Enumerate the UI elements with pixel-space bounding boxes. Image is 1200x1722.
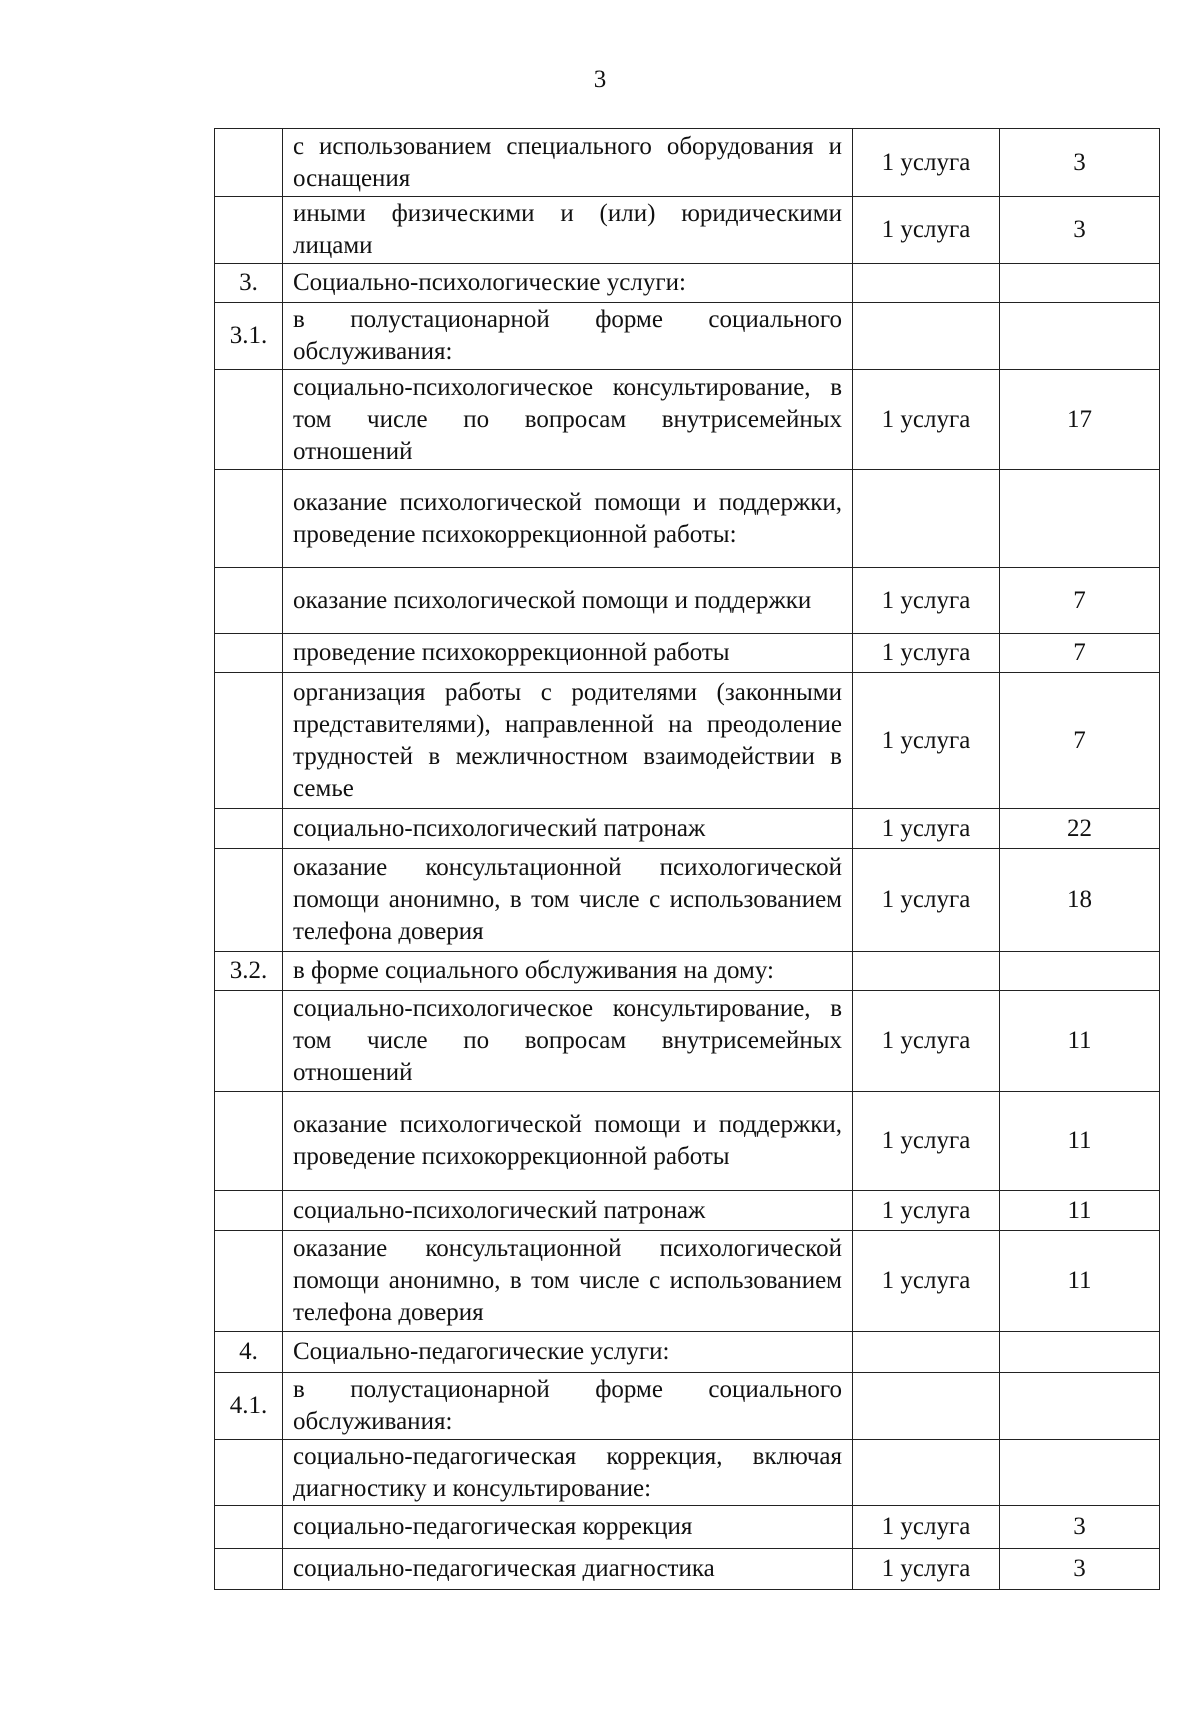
- row-number: [215, 634, 283, 673]
- service-description: социально-психологическое консультирование, в том числе по вопросам внутрисемейных отношений: [283, 991, 853, 1092]
- row-number: [215, 1506, 283, 1549]
- table-row: [215, 809, 1160, 849]
- service-unit: 1 услуга: [853, 1231, 1000, 1332]
- table-row: [215, 264, 1160, 303]
- table-row: [215, 952, 1160, 991]
- service-description: социально-педагогическая коррекция: [283, 1506, 853, 1549]
- service-value: [1000, 303, 1160, 370]
- table-row: [215, 1231, 1160, 1332]
- table-row: [215, 470, 1160, 568]
- service-value: [1000, 1440, 1160, 1506]
- row-number: [215, 1440, 283, 1506]
- service-unit: [853, 1440, 1000, 1506]
- table-row: [215, 303, 1160, 370]
- service-unit: 1 услуга: [853, 129, 1000, 197]
- service-value: 18: [1000, 849, 1160, 952]
- service-description: оказание психологической помощи и поддержки, проведение психокоррекционной работы: [283, 1092, 853, 1191]
- service-value: 17: [1000, 370, 1160, 470]
- service-description: социально-педагогическая коррекция, включая диагностику и консультирование:: [283, 1440, 853, 1506]
- service-value: 3: [1000, 129, 1160, 197]
- service-description: оказание консультационной психологической помощи анонимно, в том числе с использованием телефона доверия: [283, 849, 853, 952]
- service-value: 11: [1000, 1231, 1160, 1332]
- row-number: [215, 991, 283, 1092]
- service-unit: 1 услуга: [853, 849, 1000, 952]
- row-number: 4.1.: [215, 1373, 283, 1440]
- service-value: [1000, 264, 1160, 303]
- service-unit: 1 услуга: [853, 809, 1000, 849]
- service-unit: 1 услуга: [853, 197, 1000, 264]
- subsection-heading: в полустационарной форме социального обслуживания:: [283, 1373, 853, 1440]
- service-value: [1000, 470, 1160, 568]
- row-number: [215, 568, 283, 634]
- page-number: 3: [593, 66, 607, 93]
- row-number: [215, 849, 283, 952]
- row-number: 3.2.: [215, 952, 283, 991]
- service-description: социально-психологический патронаж: [283, 809, 853, 849]
- table-row: [215, 673, 1160, 809]
- section-heading: Социально-педагогические услуги:: [283, 1332, 853, 1373]
- row-number: [215, 1092, 283, 1191]
- service-unit: [853, 264, 1000, 303]
- table-row: [215, 370, 1160, 470]
- table-row: [215, 1440, 1160, 1506]
- service-description: проведение психокоррекционной работы: [283, 634, 853, 673]
- service-value: 7: [1000, 673, 1160, 809]
- subsection-heading: в полустационарной форме социального обслуживания:: [283, 303, 853, 370]
- service-unit: [853, 952, 1000, 991]
- service-value: [1000, 1332, 1160, 1373]
- table-row: [215, 1373, 1160, 1440]
- service-value: 11: [1000, 1191, 1160, 1231]
- table-row: [215, 197, 1160, 264]
- service-description: оказание психологической помощи и поддержки, проведение психокоррекционной работы:: [283, 470, 853, 568]
- service-value: 3: [1000, 1506, 1160, 1549]
- table-row: [215, 849, 1160, 952]
- service-unit: [853, 1373, 1000, 1440]
- table-row: [215, 634, 1160, 673]
- row-number: [215, 1231, 283, 1332]
- service-unit: 1 услуга: [853, 1506, 1000, 1549]
- table-row: [215, 568, 1160, 634]
- row-number: 4.: [215, 1332, 283, 1373]
- service-unit: 1 услуга: [853, 1191, 1000, 1231]
- table-row: [215, 1191, 1160, 1231]
- service-unit: [853, 470, 1000, 568]
- service-unit: 1 услуга: [853, 1549, 1000, 1590]
- row-number: [215, 470, 283, 568]
- section-heading: Социально-психологические услуги:: [283, 264, 853, 303]
- service-description: оказание психологической помощи и поддержки: [283, 568, 853, 634]
- service-unit: 1 услуга: [853, 568, 1000, 634]
- service-value: [1000, 952, 1160, 991]
- service-value: 11: [1000, 991, 1160, 1092]
- row-number: [215, 809, 283, 849]
- service-description: социально-психологический патронаж: [283, 1191, 853, 1231]
- subsection-heading: в форме социального обслуживания на дому:: [283, 952, 853, 991]
- service-value: 7: [1000, 568, 1160, 634]
- service-unit: 1 услуга: [853, 634, 1000, 673]
- table-row: [215, 1506, 1160, 1549]
- service-unit: 1 услуга: [853, 370, 1000, 470]
- services-table: [214, 128, 1160, 1590]
- service-unit: 1 услуга: [853, 1092, 1000, 1191]
- table-row: [215, 1549, 1160, 1590]
- table-row: [215, 1332, 1160, 1373]
- service-unit: [853, 1332, 1000, 1373]
- service-value: 11: [1000, 1092, 1160, 1191]
- service-unit: 1 услуга: [853, 991, 1000, 1092]
- service-description: социально-педагогическая диагностика: [283, 1549, 853, 1590]
- service-description: оказание консультационной психологической помощи анонимно, в том числе с использованием телефона доверия: [283, 1231, 853, 1332]
- service-unit: 1 услуга: [853, 673, 1000, 809]
- service-unit: [853, 303, 1000, 370]
- table-row: [215, 1092, 1160, 1191]
- row-number: [215, 673, 283, 809]
- row-number: [215, 1549, 283, 1590]
- service-value: 22: [1000, 809, 1160, 849]
- row-number: [215, 1191, 283, 1231]
- service-description: социально-психологическое консультирование, в том числе по вопросам внутрисемейных отношений: [283, 370, 853, 470]
- service-value: [1000, 1373, 1160, 1440]
- table-row: [215, 129, 1160, 197]
- service-value: 3: [1000, 1549, 1160, 1590]
- row-number: [215, 197, 283, 264]
- service-value: 3: [1000, 197, 1160, 264]
- row-number: 3.1.: [215, 303, 283, 370]
- row-number: 3.: [215, 264, 283, 303]
- row-number: [215, 370, 283, 470]
- service-value: 7: [1000, 634, 1160, 673]
- table-row: [215, 991, 1160, 1092]
- service-description: иными физическими и (или) юридическими лицами: [283, 197, 853, 264]
- row-number: [215, 129, 283, 197]
- service-description: организация работы с родителями (законными представителями), направленной на преодоление трудностей в межличностном взаимодействии в семье: [283, 673, 853, 809]
- service-description: с использованием специального оборудования и оснащения: [283, 129, 853, 197]
